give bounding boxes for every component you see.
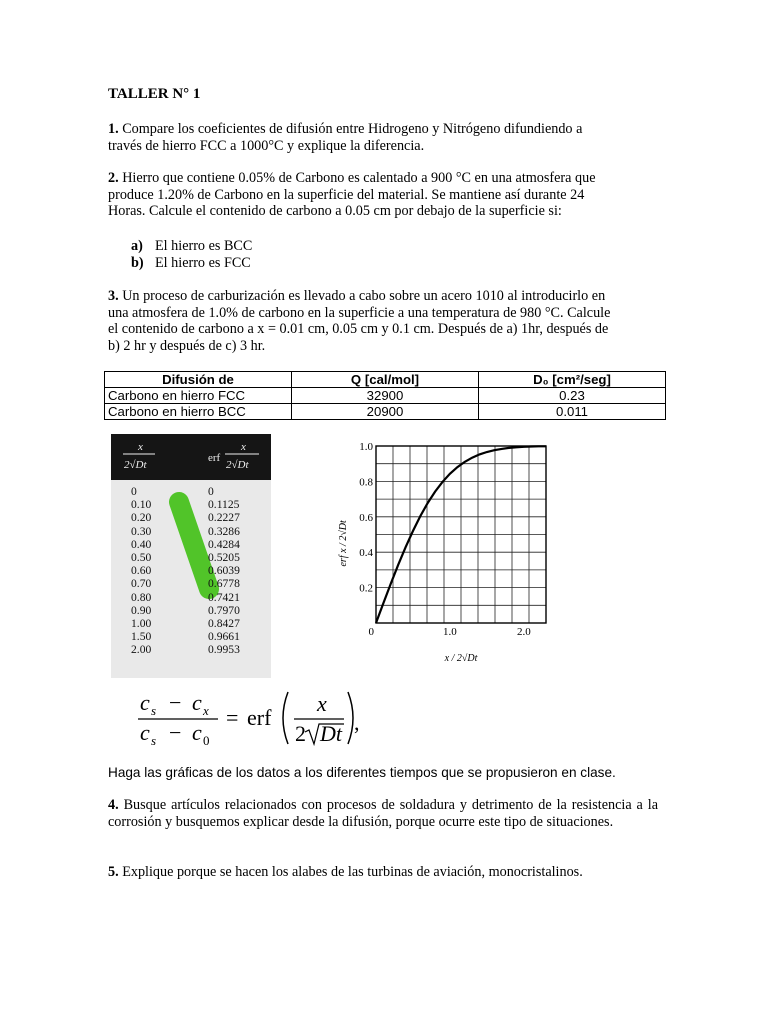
y-tick-label: 0.2 [359, 582, 373, 595]
option-a-text: El hierro es BCC [155, 238, 253, 254]
erf-x-value: 1.50 [131, 630, 152, 644]
question-1-line-2: través de hierro FCC a 1000°C y explique la diferencia. [108, 137, 425, 154]
table-row [105, 388, 666, 404]
erf-value: 0.6039 [208, 564, 240, 578]
question-3-line-4: b) 2 hr y después de c) 3 hr. [108, 337, 266, 354]
erf-value: 0.3286 [208, 524, 240, 538]
erf-value: 0.4284 [208, 537, 240, 551]
formula-arg-den-rad: Dt [320, 721, 342, 746]
table-row [105, 404, 666, 420]
erf-value: 0.7970 [208, 603, 240, 617]
option-a [131, 238, 252, 255]
formula-den-left-sub: s [151, 733, 157, 748]
erf-x-value: 0.30 [131, 524, 152, 538]
erf-value: 0.9661 [208, 630, 240, 644]
erf-arg-header-den: 2√Dt [226, 459, 249, 471]
question-4 [108, 797, 658, 830]
erf-x-value: 2.00 [131, 643, 152, 657]
formula-svg [138, 688, 368, 748]
table-cell: 20900 [292, 404, 479, 420]
question-3-number: 3. [108, 288, 119, 304]
formula-erf: erf [247, 705, 272, 730]
table-cell: 0.011 [479, 404, 666, 420]
erf-value-column [208, 485, 240, 657]
erf-x-value: 0.40 [131, 537, 152, 551]
table-header-row [105, 372, 666, 388]
x-tick-label: 0 [368, 626, 374, 638]
erf-x-header-num: x [138, 441, 143, 453]
formula-den-right-sub: 0 [203, 733, 210, 748]
question-4-number: 4. [108, 797, 119, 813]
erf-x-header-den: 2√Dt [124, 459, 147, 471]
formula-den-right: c [192, 720, 202, 745]
option-b [131, 255, 252, 272]
formula-num-right-sub: x [203, 703, 209, 718]
question-2-number: 2. [108, 170, 119, 186]
question-2-line-1: Hierro que contiene 0.05% de Carbono es calentado a 900 °C en una atmosfera que [122, 170, 596, 186]
erf-header-prefix: erf [208, 452, 221, 464]
question-3 [108, 288, 668, 354]
question-2-line-2: produce 1.20% de Carbono en la superficie del material. Se mantiene así durante 24 [108, 186, 585, 203]
table-header-q: Q [cal/mol] [292, 372, 479, 388]
formula-num-right: c [192, 690, 202, 715]
formula-num-left: c [140, 690, 150, 715]
erf-table-image [111, 434, 271, 678]
erf-arg-header-num: x [241, 441, 246, 453]
erf-value: 0.9953 [208, 643, 240, 657]
table-cell: Carbono en hierro BCC [105, 404, 292, 420]
question-4-line-1: Busque artículos relacionados con procesos de soldadura y detrimento de la [123, 797, 567, 813]
question-2-options [131, 238, 252, 271]
erf-chart [326, 434, 558, 670]
y-tick-label: 0.6 [359, 511, 373, 524]
formula-equals: = [226, 705, 239, 730]
erf-x-value: 0.10 [131, 498, 152, 512]
option-b-label: b) [131, 254, 144, 271]
formula-num-minus: − [169, 690, 182, 715]
question-1-number: 1. [108, 121, 119, 137]
page-title: TALLER N° 1 [108, 86, 201, 102]
erf-value: 0.2227 [208, 511, 240, 525]
y-tick-label: 0.4 [359, 547, 373, 560]
question-3-line-3: el contenido de carbono a x = 0.01 cm, 0.05 cm y 0.1 cm. Después de a) 1hr, después de [108, 321, 609, 338]
erf-x-value: 0.80 [131, 590, 152, 604]
erf-x-value: 0.70 [131, 577, 152, 591]
question-5 [108, 864, 658, 881]
option-b-text: El hierro es FCC [155, 254, 251, 271]
formula-den-left: c [140, 720, 150, 745]
y-axis-label: erf x / 2√Dt [338, 520, 349, 567]
question-2 [108, 170, 658, 220]
erf-x-column [131, 485, 151, 657]
option-a-label: a) [131, 238, 143, 254]
diffusion-table [104, 371, 666, 420]
question-2-line-3: Horas. Calcule el contenido de carbono a 0.05 cm por debajo de la superficie si: [108, 203, 562, 220]
erf-x-value: 0.90 [131, 603, 152, 617]
question-4-line-2: resistencia a la corrosión y busquemos explicar desde la difusión, porque ocurre este [108, 797, 659, 830]
erf-value: 0.7421 [208, 590, 240, 604]
question-1 [108, 121, 658, 154]
erf-value: 0 [208, 485, 214, 498]
question-1-line-1: Compare los coeficientes de difusión entre Hidrogeno y Nitrógeno difundiendo a [122, 121, 583, 137]
question-3-line-1: Un proceso de carburización es llevado a cabo sobre un acero 1010 al introducirlo en [122, 288, 606, 304]
erf-x-value: 0 [131, 485, 137, 498]
y-tick-label: 0.8 [359, 476, 373, 489]
instruction-graphs: Haga las gráficas de los datos a los diferentes tiempos que se propusieron en clase. [108, 765, 616, 780]
question-5-line-1: Explique porque se hacen los alabes de las turbinas de aviación, monocristalinos. [122, 864, 583, 880]
erf-value: 0.6778 [208, 577, 240, 591]
question-3-line-2: una atmosfera de 1.0% de carbono en la superficie a una temperatura de 980 °C. Calcule [108, 304, 611, 321]
formula-den-minus: − [169, 720, 182, 745]
table-cell: 0.23 [479, 388, 666, 404]
question-5-number: 5. [108, 864, 119, 880]
y-tick-label: 1.0 [359, 441, 373, 453]
erf-value: 0.1125 [208, 498, 240, 512]
table-cell: 32900 [292, 388, 479, 404]
x-axis-label: x / 2√Dt [444, 653, 478, 664]
erf-x-value: 0.60 [131, 564, 152, 578]
formula-num-left-sub: s [151, 703, 157, 718]
x-tick-label: 2.0 [516, 626, 531, 638]
erf-x-value: 1.00 [131, 617, 152, 631]
formula-arg-num: x [317, 691, 327, 716]
table-cell: Carbono en hierro FCC [105, 388, 292, 404]
question-4-line-3: tipo de situaciones. [503, 813, 614, 830]
formula-arg-den-pre: 2 [295, 721, 306, 746]
erf-x-value: 0.20 [131, 511, 152, 525]
erf-formula [138, 688, 368, 748]
erf-value: 0.5205 [208, 551, 240, 565]
x-tick-label: 1.0 [443, 626, 457, 638]
table-header-d0: D₀ [cm²/seg] [479, 372, 666, 388]
formula-trail: , [354, 710, 360, 735]
erf-value: 0.8427 [208, 617, 240, 631]
table-header-diffusion: Difusión de [105, 372, 292, 388]
erf-x-value: 0.50 [131, 551, 152, 565]
